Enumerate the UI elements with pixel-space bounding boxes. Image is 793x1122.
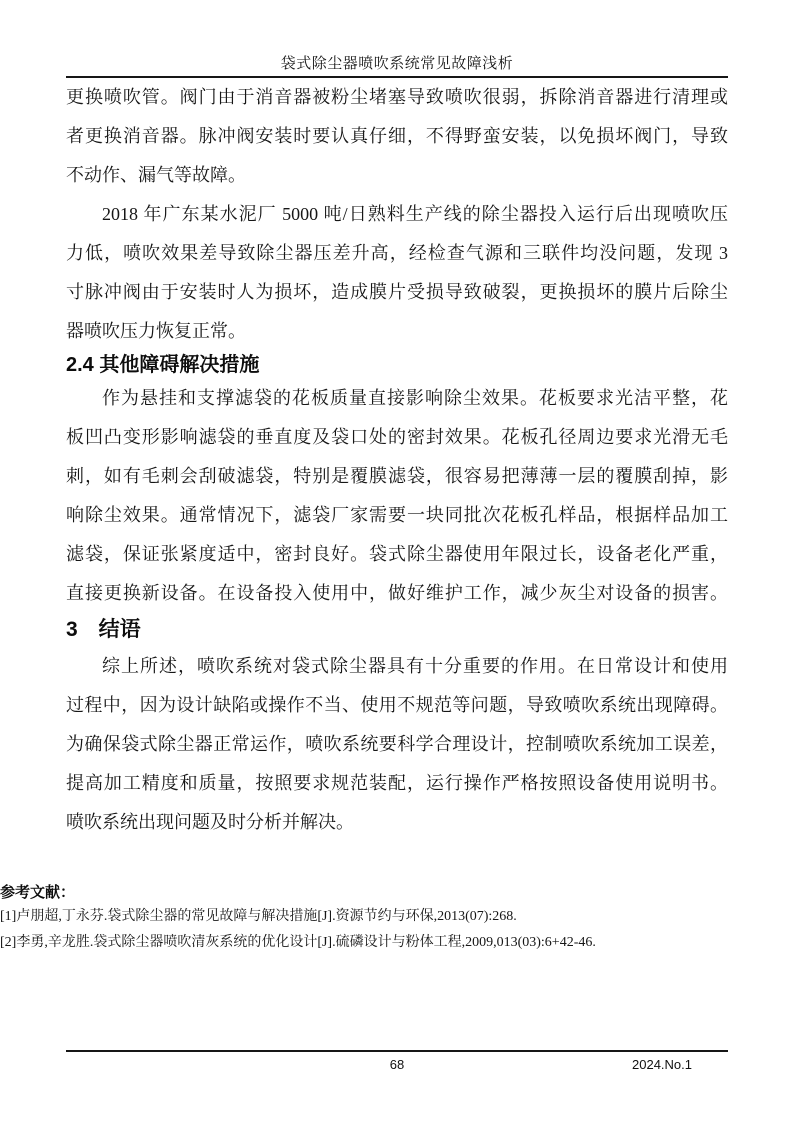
page-number: 68 — [389, 1057, 405, 1072]
page-header — [66, 0, 728, 78]
paragraph — [66, 78, 728, 195]
references-label: 参考文献： — [0, 884, 76, 901]
footer-row — [66, 1055, 728, 1075]
issue-label: 2024.No.1 — [632, 1057, 692, 1072]
text-line: 力低，喷吹效果差导致除尘器压差升高，经检查气源和三联件均没问题，发现 3 — [66, 243, 728, 263]
text-line: 者更换消音器。脉冲阀安装时要认真仔细，不得野蛮安装，以免损坏阀门，导致 — [66, 126, 728, 146]
text-line: 板凹凸变形影响滤袋的垂直度及袋口处的密封效果。花板孔径周边要求光滑无毛 — [66, 427, 728, 447]
document-body — [66, 78, 728, 842]
text-line: 不动作、漏气等故障。 — [66, 165, 246, 185]
text-line: 喷吹系统出现问题及时分析并解决。 — [66, 812, 354, 832]
text-line: 器喷吹压力恢复正常。 — [66, 321, 246, 341]
page-footer — [66, 1050, 728, 1075]
text-line: 直接更换新设备。在设备投入使用中，做好维护工作，减少灰尘对设备的损害。 — [66, 583, 728, 603]
text-line: 寸脉冲阀由于安装时人为损坏，造成膜片受损导致破裂，更换损坏的膜片后除尘 — [66, 282, 728, 302]
section-heading: 2.4 其他障碍解决措施 — [66, 354, 260, 376]
text-line: 作为悬挂和支撑滤袋的花板质量直接影响除尘效果。花板要求光洁平整，花 — [102, 388, 728, 408]
text-line: 2018 年广东某水泥厂 5000 吨/日熟料生产线的除尘器投入运行后出现喷吹压 — [102, 204, 728, 224]
text-line: 更换喷吹管。阀门由于消音器被粉尘堵塞导致喷吹很弱，拆除消音器进行清理或 — [66, 87, 728, 107]
text-line: 刺，如有毛刺会刮破滤袋，特别是覆膜滤袋，很容易把薄薄一层的覆膜刮掉，影 — [66, 466, 728, 486]
references-section — [0, 882, 793, 956]
text-line: 响除尘效果。通常情况下，滤袋厂家需要一块同批次花板孔样品，根据样品加工 — [66, 505, 728, 525]
section-heading: 3 结语 — [66, 618, 141, 641]
text-line: 提高加工精度和质量，按照要求规范装配，运行操作严格按照设备使用说明书。 — [66, 773, 728, 793]
reference-item: [1]卢朋超,丁永芬.袋式除尘器的常见故障与解决措施[J].资源节约与环保,2013(07):268. — [0, 909, 517, 924]
text-line: 过程中，因为设计缺陷或操作不当、使用不规范等问题，导致喷吹系统出现障碍。 — [66, 695, 728, 715]
running-head-title: 袋式除尘器喷吹系统常见故障浅析 — [280, 56, 514, 72]
text-line: 滤袋，保证张紧度适中，密封良好。袋式除尘器使用年限过长，设备老化严重， — [66, 544, 728, 564]
paragraph — [66, 647, 728, 842]
text-line: 综上所述，喷吹系统对袋式除尘器具有十分重要的作用。在日常设计和使用 — [102, 656, 728, 676]
paragraph — [66, 379, 728, 613]
text-line: 为确保袋式除尘器正常运作，喷吹系统要科学合理设计，控制喷吹系统加工误差， — [66, 734, 728, 754]
reference-item: [2]李勇,辛龙胜.袋式除尘器喷吹清灰系统的优化设计[J].硫磷设计与粉体工程,2009,013(03):6+42-46. — [0, 935, 596, 950]
references-list — [0, 904, 793, 956]
paragraph — [66, 195, 728, 351]
